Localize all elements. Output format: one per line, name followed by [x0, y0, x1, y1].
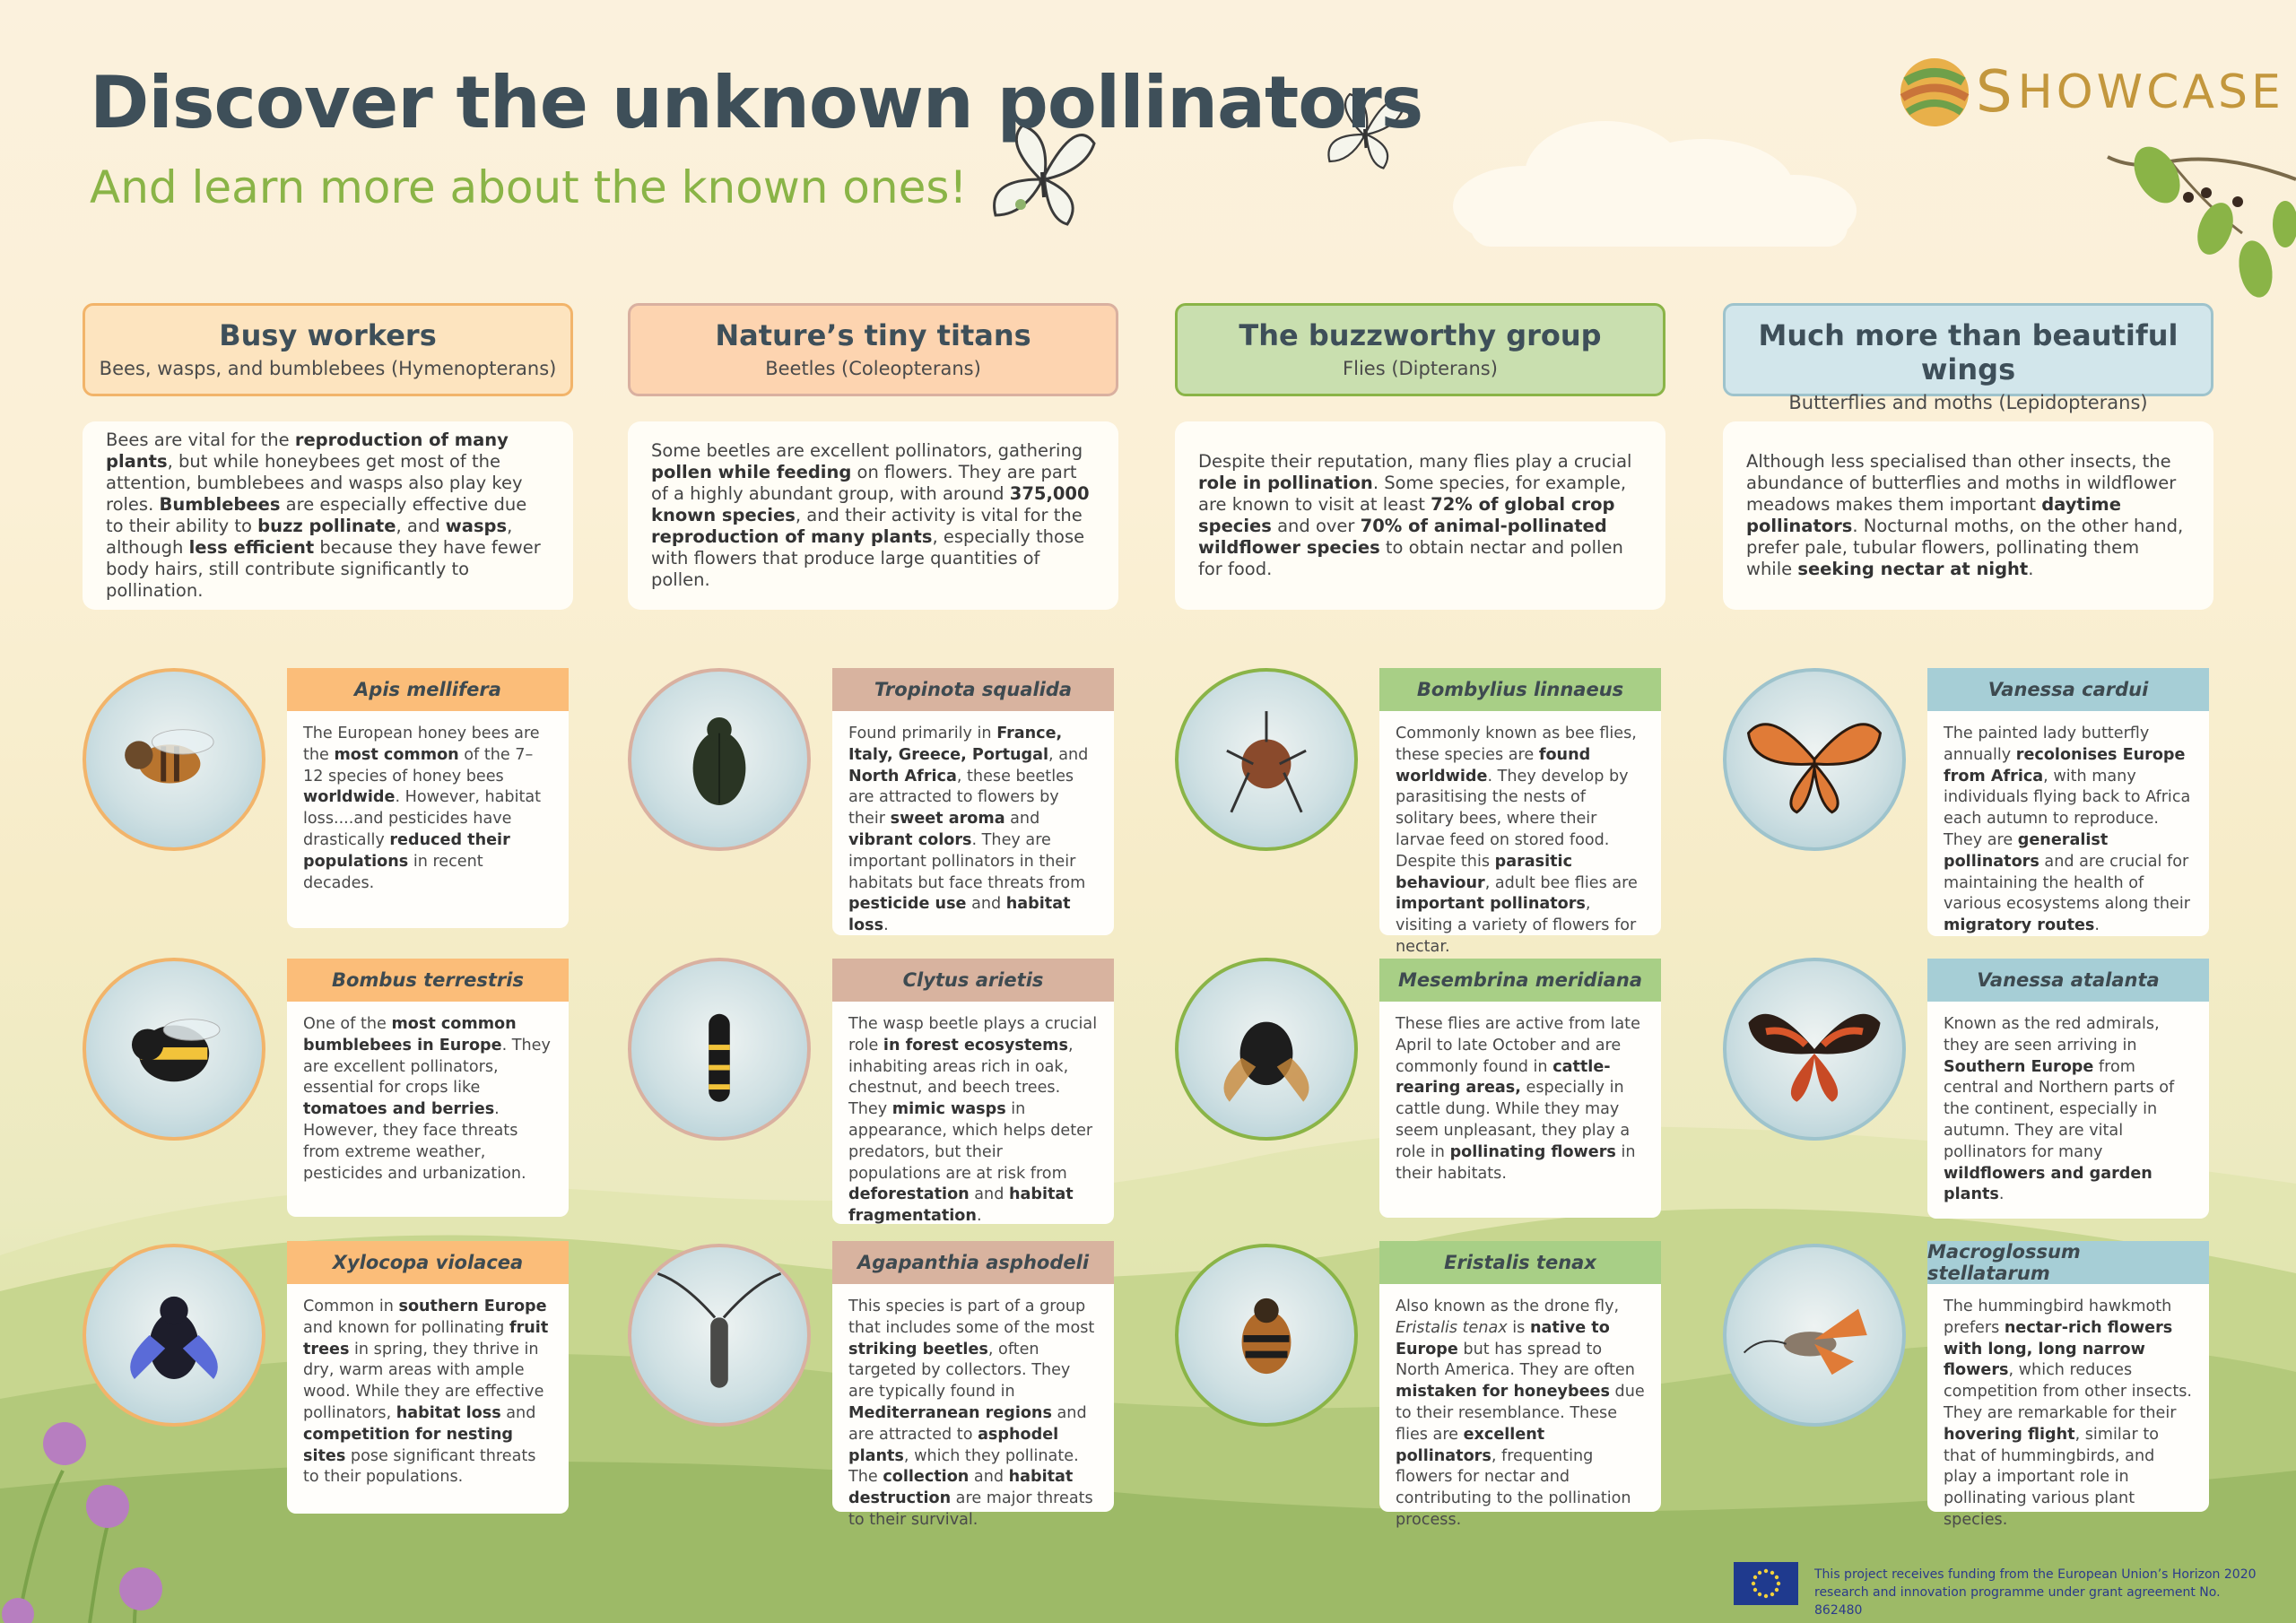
species-description: The hummingbird hawkmoth prefers nectar-rich flowers with long, long narrow flowers, which reduces competition from other insects. They are remarkable for their hovering flight, similar to that of hummingbirds, and play a important role in pollinating various plant species. [1944, 1298, 2193, 1529]
group-intro-text: Despite their reputation, many flies play a crucial role in pollination. Some species, for example, are known to visit at least 72% of global crop species and over 70% of animal-pollinated wildflower species to obtain nectar and pollen for food. [1198, 451, 1632, 579]
noon-fly-icon [1175, 958, 1358, 1141]
species-card [1379, 959, 1661, 1218]
page-subtitle: And learn more about the known ones! [90, 161, 968, 213]
species-description: Known as the red admirals, they are seen arriving in Southern Europe from central and Northern parts of the continent, especially in autumn. They are vital pollinators for many wildflowers and garden plants. [1944, 1015, 2175, 1204]
species-name: Vanessa cardui [1927, 668, 2209, 711]
species-name: Macroglossum stellatarum [1927, 1241, 2209, 1284]
group-title: Nature’s tiny titans [715, 318, 1031, 352]
logo-letter-s: S [1976, 58, 2016, 126]
species-card [287, 959, 569, 1217]
species-description: Also known as the drone fly, Eristalis tenax is native to Europe but has spread to North America. They are often mistaken for honeybees due to their resemblance. These flies are excellent pollinators, frequenting flowers for nectar and contributing to the pollination process. [1396, 1298, 1645, 1529]
red-admiral-icon [1723, 958, 1906, 1141]
group-header [83, 303, 573, 396]
page-title: Discover the unknown pollinators [90, 61, 1423, 144]
species-description: These flies are active from late April to late October and are commonly found in cattle-rearing areas, especially in cattle dung. While they may seem unpleasant, they play a role in pollinating flowers in their habitats. [1396, 1015, 1640, 1183]
species-description: The painted lady butterfly annually recolonises Europe from Africa, with many individuals flying back to Africa each autumn to reproduce. They are generalist pollinators and are crucial for maintaining the health of various ecosystems along their migratory routes. [1944, 725, 2191, 935]
species-name: Xylocopa violacea [287, 1241, 569, 1284]
carpenter-bee-icon [83, 1244, 265, 1427]
species-name: Vanessa atalanta [1927, 959, 2209, 1002]
group-header [1175, 303, 1665, 396]
group-intro [83, 421, 573, 610]
species-card [287, 668, 569, 928]
species-description: Found primarily in France, Italy, Greece, Portugal, and North Africa, these beetles are attracted to flowers by their sweet aroma and vibrant colors. They are important pollinators in their habitats but face threats from pesticide use and habitat loss. [848, 725, 1089, 935]
painted-lady-icon [1723, 668, 1906, 851]
species-card [1927, 1241, 2209, 1529]
group-intro-text: Some beetles are excellent pollinators, gathering pollen while feeding on flowers. They are part of a highly abundant group, with around 375,000 known species, and their activity is vital for the reproduction of many plants, especially those with flowers that produce large quantities of pollen. [651, 440, 1090, 590]
globe-logo-icon [1897, 55, 1972, 130]
showcase-logo [1897, 49, 2284, 135]
group-intro [628, 421, 1118, 610]
honeybee-icon [83, 668, 265, 851]
group-header [628, 303, 1118, 396]
species-name: Bombus terrestris [287, 959, 569, 1002]
hawkmoth-icon [1723, 1244, 1906, 1427]
group-intro [1175, 421, 1665, 610]
hairy-beetle-icon [628, 668, 811, 851]
species-card [1927, 668, 2209, 936]
species-card [832, 668, 1114, 935]
eu-flag-icon [1734, 1562, 1798, 1605]
wasp-beetle-icon [628, 958, 811, 1141]
group-title: The buzzworthy group [1239, 318, 1602, 352]
species-description: One of the most common bumblebees in Europe. They are excellent pollinators, essential for crops like tomatoes and berries. However, they face threats from extreme weather, pesticides and urbanization. [303, 1015, 551, 1183]
group-title: Much more than beautiful wings [1758, 318, 2179, 386]
group-intro-text: Bees are vital for the reproduction of many plants, but while honeybees get most of the attention, bumblebees and wasps also play key roles. Bumblebees are especially effective due to their ability to buzz pollinate, and wasps, although less efficient because they have fewer body hairs, still contribute significantly to pollination. [106, 430, 541, 601]
species-name: Agapanthia asphodeli [832, 1241, 1114, 1284]
species-card [1379, 668, 1661, 956]
group-subtitle: Beetles (Coleopterans) [765, 358, 981, 379]
group-intro-text: Although less specialised than other insects, the abundance of butterflies and moths in wildflower meadows makes them important daytime pollinators. Nocturnal moths, on the other hand, prefer pale, tubular flowers, pollinating them while seeking nectar at night. [1746, 451, 2184, 579]
drone-fly-icon [1175, 1244, 1358, 1427]
species-name: Mesembrina meridiana [1379, 959, 1661, 1002]
species-description: Commonly known as bee flies, these species are found worldwide. They develop by parasitising the nests of solitary bees, where their larvae feed on stored food. Despite this parasitic behaviour, adult bee flies are important pollinators, visiting a variety of flowers for nectar. [1396, 725, 1638, 956]
species-name: Bombylius linnaeus [1379, 668, 1661, 711]
species-name: Apis mellifera [287, 668, 569, 711]
cloud-icon [1453, 121, 1857, 247]
species-card [1927, 959, 2209, 1219]
funding-notice: This project receives funding from the European Union’s Horizon 2020 research and innovation programme under grant agreement No. 862480 [1814, 1567, 2257, 1618]
logo-text: HOWCASE [2017, 65, 2284, 119]
species-card [1379, 1241, 1661, 1529]
species-description: This species is part of a group that includes some of the most striking beetles, often targeted by collectors. They are typically found in Mediterranean regions and are attracted to asphodel plants, which they pollinate. The collection and habitat destruction are major threats to their survival. [848, 1298, 1095, 1529]
branch-icon [2108, 139, 2296, 300]
group-subtitle: Bees, wasps, and bumblebees (Hymenopterans) [99, 358, 557, 379]
group-header [1723, 303, 2213, 413]
group-intro [1723, 421, 2213, 610]
species-name: Eristalis tenax [1379, 1241, 1661, 1284]
species-card [832, 959, 1114, 1224]
group-subtitle: Butterflies and moths (Lepidopterans) [1788, 392, 2148, 413]
group-title: Busy workers [219, 318, 437, 352]
longhorn-beetle-icon [628, 1244, 811, 1427]
species-description: The wasp beetle plays a crucial role in forest ecosystems, inhabiting areas rich in oak, chestnut, and beech trees. They mimic wasps in appearance, which helps deter predators, but their populations are at risk from deforestation and habitat fragmentation. [848, 1015, 1098, 1226]
species-description: Common in southern Europe and known for pollinating fruit trees in spring, they thrive in dry, warm areas with ample wood. While they are effective pollinators, habitat loss and competition for nesting sites pose significant threats to their populations. [303, 1298, 549, 1487]
species-card [287, 1241, 569, 1514]
species-name: Tropinota squalida [832, 668, 1114, 711]
bumblebee-icon [83, 958, 265, 1141]
species-description: The European honey bees are the most common of the 7–12 species of honey bees worldwide. However, habitat loss....and pesticides have drastically reduced their populations in recent decades. [303, 725, 542, 892]
species-card [832, 1241, 1114, 1529]
bee-fly-icon [1175, 668, 1358, 851]
species-name: Clytus arietis [832, 959, 1114, 1002]
group-subtitle: Flies (Dipterans) [1343, 358, 1498, 379]
